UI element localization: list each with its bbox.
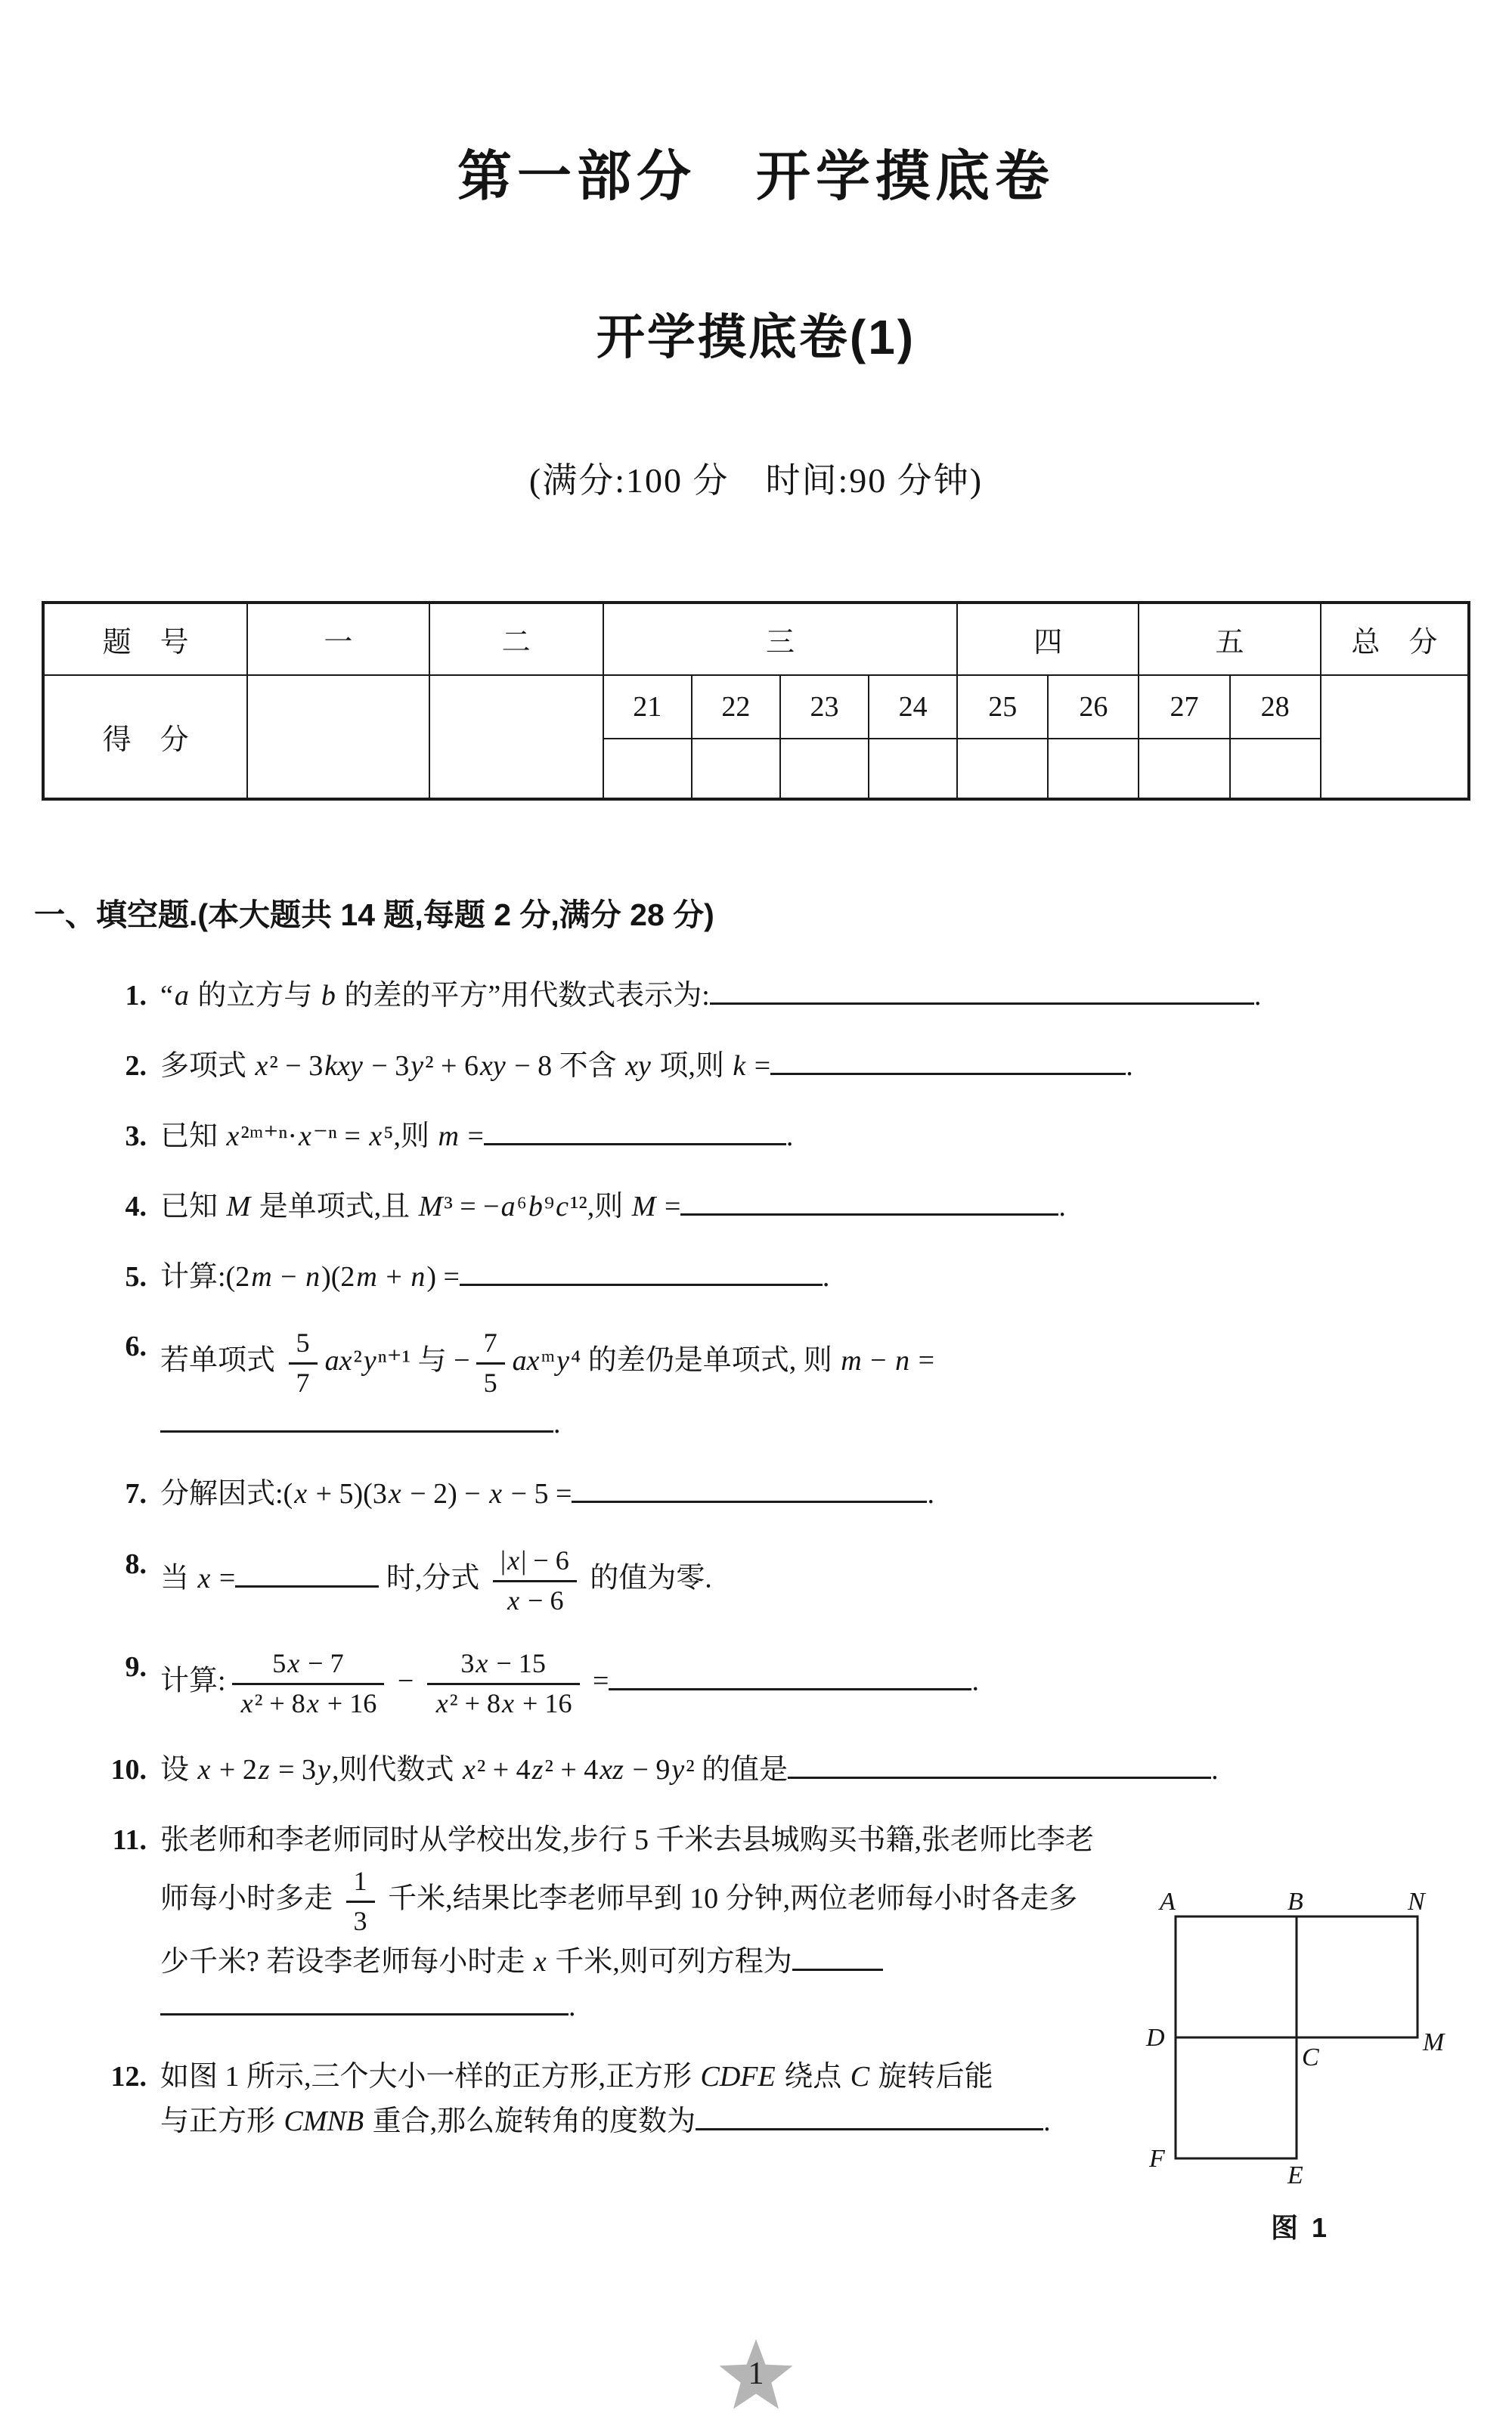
question-text: 多项式 x² − 3kxy − 3y² + 6xy − 8 不含 xy 项,则 k = .: [160, 1044, 1467, 1089]
exam-page: [0, 132, 1512, 2419]
question-number: 3.: [125, 1120, 147, 1152]
score-table-q27: 27: [1139, 675, 1229, 739]
question-3: [91, 1114, 1467, 1159]
score-table-q26: 26: [1048, 675, 1139, 739]
score-table-q25: 25: [957, 675, 1048, 739]
question-4: [91, 1185, 1467, 1229]
score-cell-q25: [957, 739, 1048, 799]
score-table-q21: 21: [603, 675, 692, 739]
squares-figure: [1142, 1890, 1459, 2192]
answer-blank: [680, 1188, 1058, 1216]
answer-blank: [609, 1663, 971, 1690]
answer-blank: [572, 1476, 927, 1503]
fraction: $\frac{5x - 7}{\text{x² + 8x + 16}}$: [232, 1648, 385, 1719]
answer-blank: [696, 2103, 1043, 2130]
score-cell-q22: [692, 739, 780, 799]
answer-blank: [788, 1752, 1211, 1779]
section-heading: 一、填空题.(本大题共 14 题,每题 2 分,满分 28 分): [34, 897, 714, 932]
answer-blank: [770, 1048, 1126, 1075]
point-label-E: E: [1287, 2161, 1303, 2190]
score-cell-q27: [1139, 739, 1229, 799]
score-cell-q23: [780, 739, 869, 799]
question-2: [91, 1044, 1467, 1089]
fraction: $\frac{7}{5}$: [476, 1328, 505, 1399]
question-text: 已知 M 是单项式,且 M³ = −a⁶b⁹c¹²,则 M = .: [160, 1185, 1467, 1229]
score-cell-total: [1321, 675, 1469, 799]
score-cell-col2: [429, 675, 603, 799]
score-table-question-label: 题 号: [43, 603, 247, 675]
paper-title: 开学摸底卷(1): [596, 310, 916, 364]
question-number: 11.: [112, 1824, 147, 1857]
score-table-col-5: 五: [1139, 603, 1320, 675]
score-table-q23: 23: [780, 675, 869, 739]
fraction: $\frac{1}{3}$: [346, 1866, 375, 1937]
exam-meta-line: (满分:100 分 时间:90 分钟): [528, 461, 984, 500]
question-8: [91, 1542, 1467, 1619]
question-1: [91, 974, 1467, 1018]
question-text: 如图 1 所示,三个大小一样的正方形,正方形 CDFE 绕点 C 旋转后能 与正方形 CMNB 重合,那么旋转角的度数为 .: [160, 2060, 1051, 2137]
answer-blank: [710, 978, 1254, 1005]
answer-blank: [160, 1405, 553, 1433]
point-label-B: B: [1287, 1890, 1303, 1916]
question-9: [91, 1645, 1467, 1722]
question-text: 计算: $\frac{5x - 7}{\text{x² + 8x + 16}}$ − $\frac{3x - 15}{\text{x² + 8x + 16}}$ = .: [160, 1648, 979, 1718]
question-number: 6.: [125, 1331, 147, 1363]
score-table-q24: 24: [869, 675, 957, 739]
score-cell-q21: [603, 739, 692, 799]
answer-blank: [235, 1560, 379, 1588]
score-table-q28: 28: [1230, 675, 1321, 739]
answer-blank: [792, 1944, 883, 1971]
fraction: $\frac{3x - 15}{\text{x² + 8x + 16}}$: [427, 1648, 580, 1719]
question-7: [91, 1472, 1467, 1517]
fraction: $\frac{5}{7}$: [289, 1328, 318, 1399]
questions-with-figure: [0, 1818, 1482, 2245]
answer-blank: [484, 1118, 786, 1145]
figure-caption: 图 1: [1270, 2212, 1331, 2244]
score-table-col-1: 一: [247, 603, 429, 675]
question-text: 设 x + 2z = 3y,则代数式 x² + 4z² + 4xz − 9y² 的值是 .: [160, 1748, 1467, 1792]
point-label-M: M: [1423, 2028, 1445, 2057]
question-11: [91, 1818, 1096, 2029]
question-number: 7.: [125, 1478, 147, 1511]
question-5: [91, 1255, 1467, 1300]
question-text: 若单项式 $\frac{5}{7}$ ax²yⁿ⁺¹ 与 − $\frac{7}{5}$ axᵐy⁴ 的差仍是单项式, 则 m − n = .: [160, 1328, 935, 1440]
answer-blank: [160, 1988, 569, 2016]
page-number-star: [714, 2336, 798, 2419]
score-table-subnumber-row: [43, 675, 1469, 739]
question-text: 分解因式:(x + 5)(3x − 2) − x − 5 = .: [160, 1472, 1467, 1517]
answer-blank: [460, 1258, 823, 1285]
question-number: 1.: [125, 980, 147, 1012]
point-label-N: N: [1408, 1890, 1425, 1916]
part-title: 第一部分 开学摸底卷: [457, 147, 1055, 207]
question-12: [91, 2055, 1096, 2144]
page-number: 1: [748, 2356, 764, 2391]
question-10: [91, 1748, 1467, 1792]
point-label-C: C: [1302, 2043, 1319, 2072]
question-list: [0, 974, 1512, 2245]
question-number: 12.: [110, 2060, 147, 2093]
question-number: 2.: [125, 1049, 147, 1082]
figure-1: [1142, 1818, 1482, 2245]
score-table-header-row: [43, 603, 1469, 675]
question-number: 8.: [125, 1548, 147, 1581]
score-table-score-label: 得 分: [43, 675, 247, 799]
question-text: 当 x = 时,分式 $\frac{|x| - 6}{x - 6}$ 的值为零.: [160, 1545, 712, 1616]
question-number: 10.: [110, 1754, 147, 1786]
score-table-q22: 22: [692, 675, 780, 739]
score-cell-col1: [247, 675, 429, 799]
question-number: 9.: [125, 1651, 147, 1684]
score-cell-q28: [1230, 739, 1321, 799]
question-text: 已知 x²ᵐ⁺ⁿ·x⁻ⁿ = x⁵,则 m = .: [160, 1114, 1467, 1159]
point-label-D: D: [1146, 2024, 1165, 2053]
question-text: “a 的立方与 b 的差的平方”用代数式表示为: .: [160, 974, 1467, 1018]
score-cell-q26: [1048, 739, 1139, 799]
score-table-col-2: 二: [429, 603, 603, 675]
point-label-A: A: [1160, 1890, 1176, 1916]
question-number: 5.: [125, 1260, 147, 1293]
fraction: $\frac{|x| - 6}{x - 6}$: [493, 1545, 577, 1616]
score-table-col-3: 三: [603, 603, 957, 675]
score-table-total-label: 总 分: [1321, 603, 1469, 675]
question-text: 张老师和李老师同时从学校出发,步行 5 千米去县城购买书籍,张老师比李老师每小时多走 $\frac{1}{3}$ 千米,结果比李老师早到 10 分钟,两位老师每小时各走多少千米? 若设李老师每小时走 x 千米,则可列方程为 .: [160, 1824, 1095, 2022]
score-table-col-4: 四: [957, 603, 1139, 675]
score-table: [42, 601, 1470, 801]
question-number: 4.: [125, 1190, 147, 1222]
question-6: [91, 1325, 1467, 1446]
point-label-F: F: [1149, 2145, 1165, 2174]
question-text: 计算:(2m − n)(2m + n) = .: [160, 1255, 1467, 1300]
score-cell-q24: [869, 739, 957, 799]
question-column: [0, 1818, 1142, 2245]
